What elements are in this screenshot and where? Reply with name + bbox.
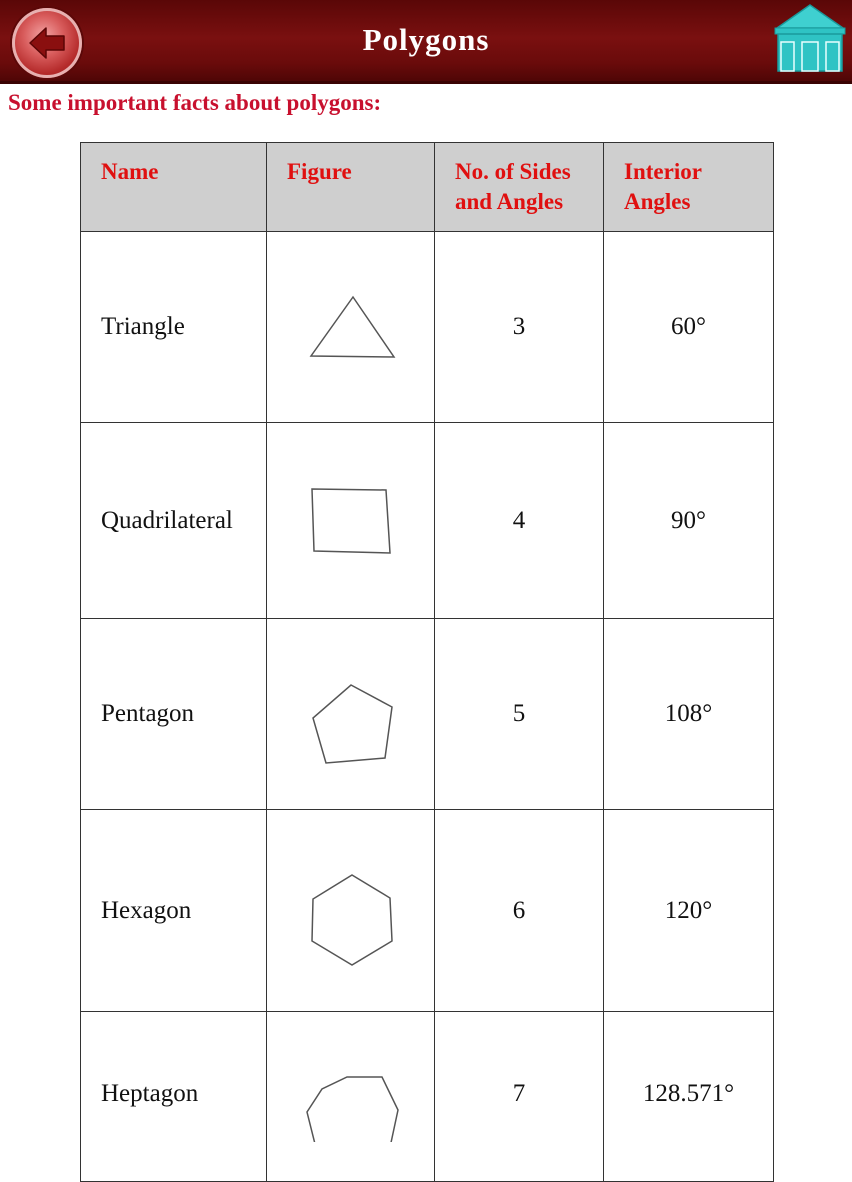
header-sides: No. of Sides and Angles: [435, 143, 604, 232]
header-figure: Figure: [267, 143, 435, 232]
header-name: Name: [81, 143, 267, 232]
table-row: [81, 232, 774, 423]
interior-angle: 108°: [604, 619, 774, 810]
polygon-name: Quadrilateral: [81, 423, 267, 619]
quadrilateral-icon: [267, 423, 435, 618]
figure-cell: [267, 1012, 435, 1182]
triangle-icon: [267, 232, 435, 422]
interior-angle: 128.571°: [604, 1012, 774, 1182]
top-bar: [0, 0, 852, 84]
polygon-name: Hexagon: [81, 810, 267, 1012]
polygon-name: Pentagon: [81, 619, 267, 810]
sides-count: 3: [435, 232, 604, 423]
hexagon-icon: [267, 810, 435, 1011]
table-row: [81, 810, 774, 1012]
table-row: [81, 423, 774, 619]
table-header-row: [81, 143, 774, 232]
pentagon-icon: [267, 619, 435, 809]
home-button[interactable]: [773, 4, 847, 72]
polygon-name: Heptagon: [81, 1012, 267, 1182]
figure-cell: [267, 810, 435, 1012]
figure-cell: [267, 619, 435, 810]
sides-count: 4: [435, 423, 604, 619]
interior-angle: 60°: [604, 232, 774, 423]
page-title: Polygons: [362, 22, 490, 57]
interior-angle: 90°: [604, 423, 774, 619]
sides-count: 7: [435, 1012, 604, 1182]
polygon-name: Triangle: [81, 232, 267, 423]
figure-cell: [267, 232, 435, 423]
heptagon-icon: [267, 1012, 435, 1142]
sides-count: 6: [435, 810, 604, 1012]
home-icon: [773, 4, 847, 72]
table-row: [81, 1012, 774, 1182]
header-angles: Interior Angles: [604, 143, 774, 232]
interior-angle: 120°: [604, 810, 774, 1012]
sides-count: 5: [435, 619, 604, 810]
table-row: [81, 619, 774, 810]
intro-text: Some important facts about polygons:: [8, 90, 382, 115]
polygon-facts-table: [80, 142, 774, 1182]
figure-cell: [267, 423, 435, 619]
